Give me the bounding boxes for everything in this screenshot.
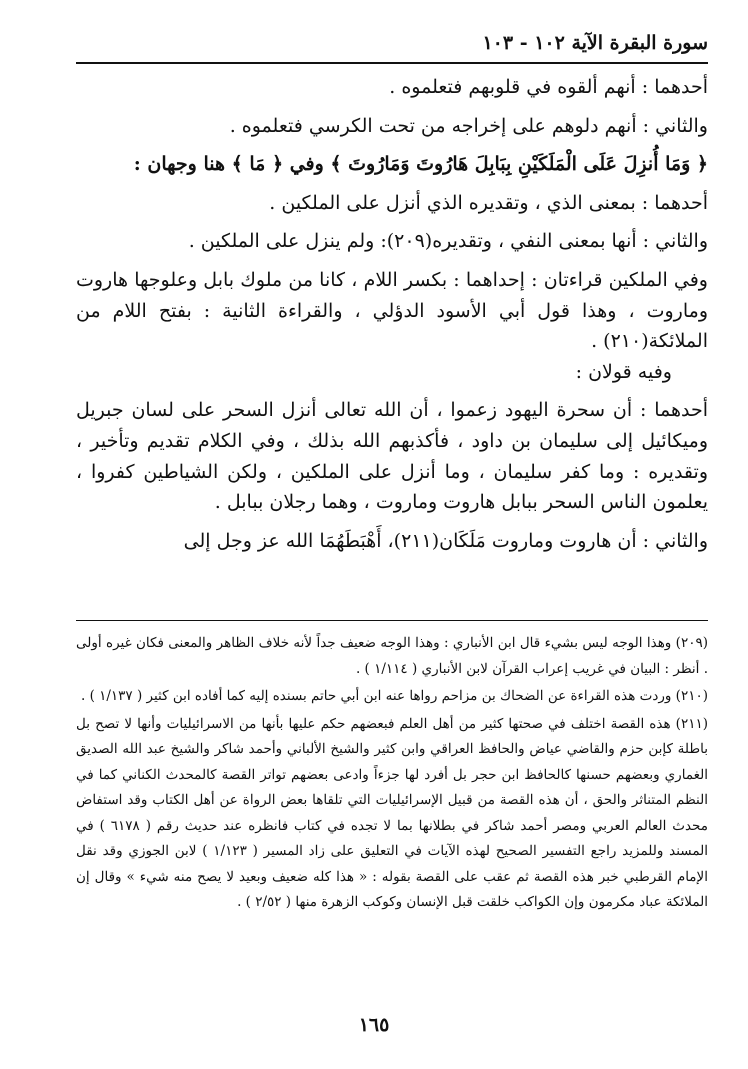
footnote: (٢١٠) وردت هذه القراءة عن الضحاك بن مزاحم رواها عنه ابن أبي حاتم بسنده إليه كما أفاده ابن كثير ( ١/١٣٧ ) . <box>80 688 708 704</box>
paragraph: وفي الملكين قراءتان : إحداهما : بكسر اللام ، كانا من ملوك بابل وعلوجها هاروت وماروت ، وهذا قول أبي الأسود الدؤلي ، والقراءة الثانية : بفتح اللام من الملائكة(٢١٠) . <box>76 268 708 353</box>
paragraph: أحدهما : أن سحرة اليهود زعموا ، أن الله تعالى أنزل السحر على لسان جبريل وميكائيل إلى سليمان بن داود ، فأكذبهم الله بذلك ، وفي الكلام تقديم وتأخير ، وتقديره : وما كفر سليمان ، وما أنزل على الملكين ، ولكن الشياطين كفروا ، يعلمون الناس السحر ببابل هاروت وماروت ، وهما رجلان ببابل . <box>76 399 708 514</box>
paragraph: أحدهما : بمعنى الذي ، وتقديره الذي أنزل على الملكين . <box>269 191 708 214</box>
running-header-title: سورة البقرة الآية ١٠٢ - ١٠٣ <box>482 32 708 54</box>
footnotes <box>76 620 708 918</box>
footnote: (٢٠٩) وهذا الوجه ليس بشيء قال ابن الأنباري : وهذا الوجه ضعيف جداً لأنه خلاف الظاهر والمعنى فكان غيره أولى . أنظر : البيان في غريب إعراب القرآن لابن الأنباري ( ١/١١٤ ) . <box>76 635 708 677</box>
page-number: ١٦٥ <box>358 1014 390 1036</box>
page-header <box>76 28 708 64</box>
paragraph: وفيه قولان : <box>575 360 672 383</box>
quran-verse-paragraph: ﴿ وَمَا أُنزِلَ عَلَى الْمَلَكَيْنِ بِبَابِلَ هَارُوتَ وَمَارُوتَ ﴾ وفي ﴿ مَا ﴾ هنا وجهان : <box>133 153 708 176</box>
paragraph: والثاني : أنها بمعنى النفي ، وتقديره(٢٠٩): ولم ينزل على الملكين . <box>188 230 708 253</box>
paragraph: والثاني : أن هاروت وماروت مَلَكَان(٢١١)، أَهْبَطَهُمَا الله عز وجل إلى <box>183 529 708 552</box>
paragraph: أحدهما : أنهم ألقوه في قلوبهم فتعلموه . <box>389 76 708 98</box>
footnote: (٢١١) هذه القصة اختلف في صحتها كثير من أهل العلم فبعضهم حكم عليها بأنها من الاسرائيليات وأنها لا تصح بل باطلة كإبن حزم والقاضي عياض والحافظ العراقي وابن كثير والشيخ الألباني وأحمد شاكر والشيخ عبد الله الصديق الغماري وبعضهم حسنها كالحافظ ابن حجر بل أفرد لها جزءاً وادعى بعضهم تواتر القصة كالمحدث الكناني كما في النظم المتناثر والحق ، أن هذه القصة من قبيل الإسرائيليات التي تلقاها بعض الرواة عن أهل الكتاب وقد استفاض محدث العالم العربي ومصر أحمد شاكر في بطلانها بما لا تجده في كتاب فانظره عند حديث رقم ( ٦١٧٨ ) في المسند وللمزيد راجع التفسير الصحيح لهذه الآيات في التعليق على زاد المسير ( ١/١٢٣ ) لابن الجوزي وقد نقل الإمام القرطبي خبر هذه القصة ثم عقب على القصة بقوله : « هذا كله ضعيف وبعيد لا يصح منه شيء » وقال إن الملائكة عباد مكرمون وإن الكواكب خلقت قبل الإنسان وكوكب الزهرة منها ( ٢/٥٢ ) . <box>76 715 709 910</box>
paragraph: والثاني : أنهم دلوهم على إخراجه من تحت الكرسي فتعلموه . <box>229 114 708 137</box>
main-text <box>76 72 708 556</box>
